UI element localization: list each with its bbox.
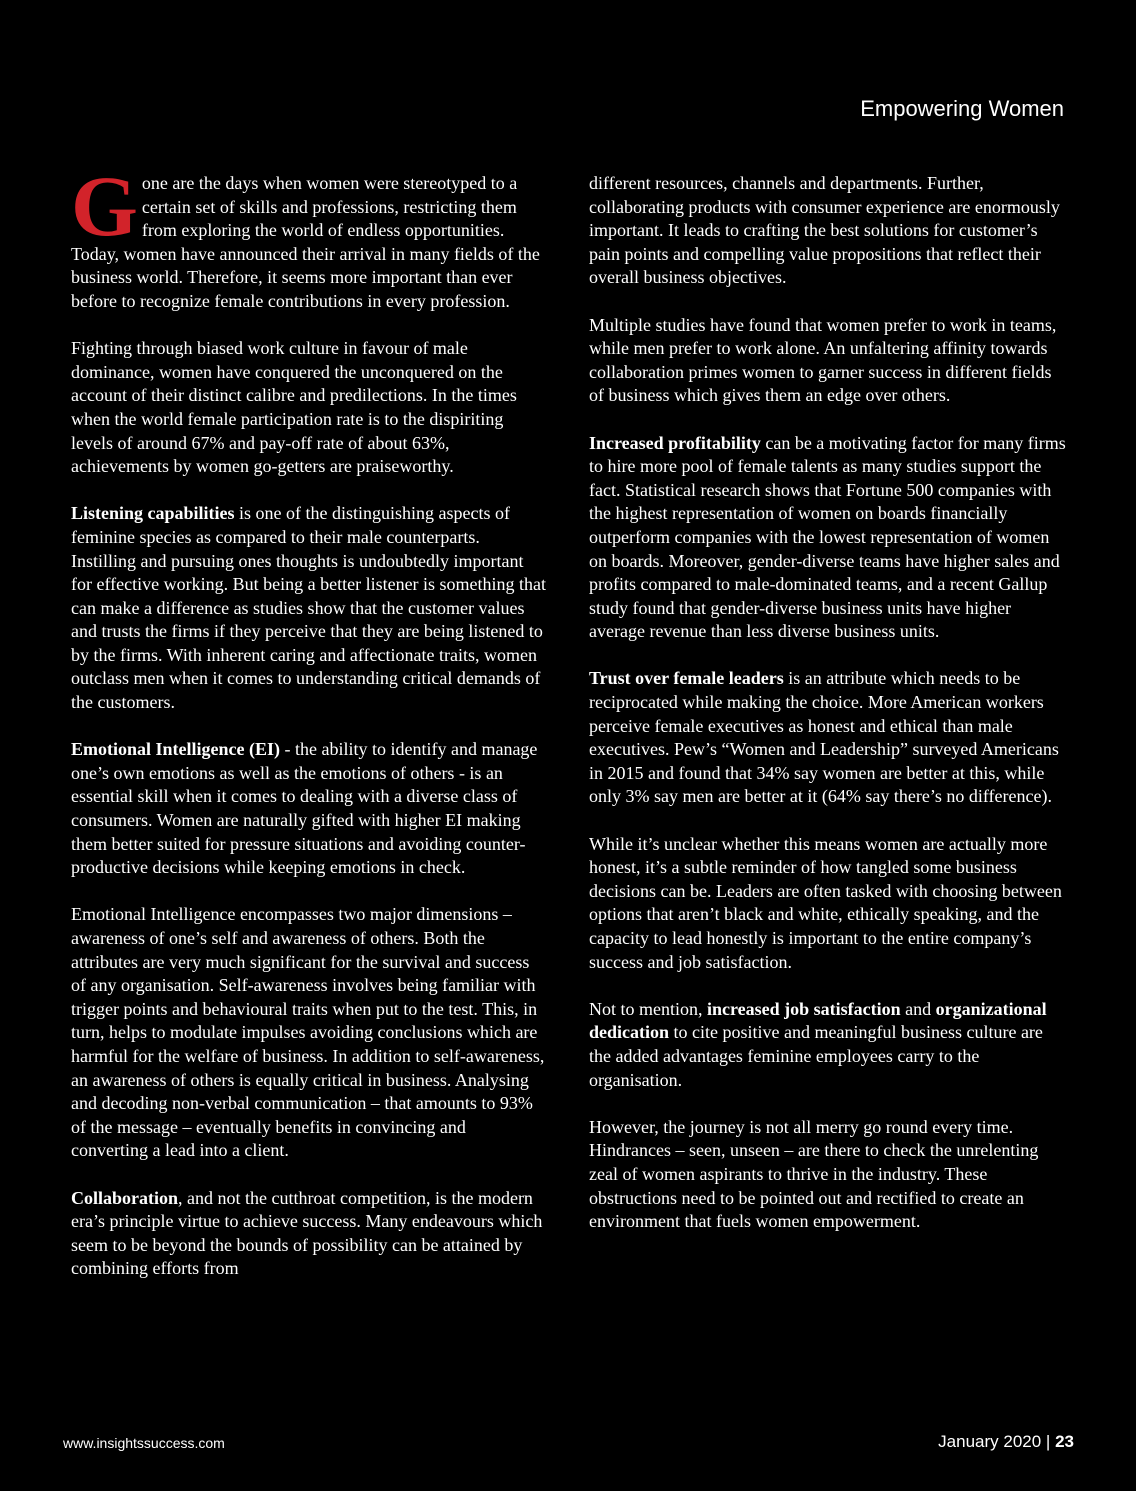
bold-term: Increased profitability [589,432,761,453]
article-column-right [589,172,1066,1257]
article-column-left [71,158,547,1305]
issue-date: January 2020 [938,1432,1042,1451]
footer-separator: | [1041,1432,1056,1451]
drop-cap: G [71,158,138,254]
article-paragraph [71,502,547,714]
paragraph-text: - the ability to identify and manage one’s own emotions as well as the emotions of others - is an essential skill when it comes to dealing with a diverse class of consumers. Women are naturally gifted with higher EI making them better suited for pressure situations and avoiding counter-productive decisions while keeping emotions in check. [71,739,538,878]
article-paragraph: While it’s unclear whether this means women are actually more honest, it’s a subtle reminder of how tangled some business decisions can be. Leaders are often tasked with choosing between options that aren’t black and white, ethically speaking, and the capacity to lead honestly is important to the entire company’s success and job satisfaction. [589,833,1062,972]
paragraph-text: one are the days when women were stereotyped to a certain set of skills and professions, restricting them from exploring the world of endless opportunities. Today, women have announced their arrival in many fields of the business world. Therefore, it seems more important than ever before to recognize female contributions in every profession. [71,173,540,311]
bold-term: organizational dedication [589,998,1047,1043]
article-paragraph: Emotional Intelligence encompasses two major dimensions – awareness of one’s self and awareness of others. Both the attributes are very much significant for the survival and success of any organisation. Self-awareness involves being familiar with trigger points and behavioural traits when put to the test. This, in turn, helps to modulate impulses avoiding conclusions which are harmful for the welfare of business. In addition to self-awareness, an awareness of others is equally critical in business. Analysing and decoding non-verbal communication – that amounts to 93% of the message – eventually benefits in convincing and converting a lead into a client. [71,904,545,1161]
bold-term: Collaboration [71,1187,179,1208]
paragraph-text: to cite positive and meaningful business culture are the added advantages feminine employees carry to the organisation. [589,1022,1043,1090]
article-paragraph: Multiple studies have found that women prefer to work in teams, while men prefer to work alone. An unfaltering affinity towards collaboration primes women to garner success in different fields of business which gives them an edge over others. [589,314,1057,406]
section-title: Empowering Women [860,96,1064,121]
article-paragraph: However, the journey is not all merry go round every time. Hindrances – seen, unseen – are there to check the unrelenting zeal of women aspirants to thrive in the industry. These obstructions need to be pointed out and rectified to create an environment that fuels women empowerment. [589,1116,1039,1232]
paragraph-text: is an attribute which needs to be reciprocated while making the choice. More American workers perceive female executives as honest and ethical than male executives. Pew’s “Women and Leadership” surveyed Americans in 2015 and found that 34% say women are better at this, while only 3% say men are better at it (64% say there’s no difference). [589,668,1059,807]
article-paragraph [71,738,547,880]
article-paragraph [589,998,1066,1092]
bold-term: increased job satisfaction [707,998,901,1019]
paragraph-text: can be a motivating factor for many firms to hire more pool of female talents as many studies support the fact. Statistical research shows that Fortune 500 companies with the highest representation of women on boards financially outperform companies with the lowest representation of women on boards. Moreover, gender-diverse teams have higher sales and profits compared to male-dominated teams, and a recent Gallup study found that gender-diverse business units have higher average revenue than less diverse business units. [589,432,1066,642]
article-paragraph [71,158,547,314]
paragraph-text: is one of the distinguishing aspects of feminine species as compared to their male counterparts. Instilling and pursuing ones thoughts is undoubtedly important for effective working. But being a better listener is something that can make a difference as studies show that the customer values and trusts the firms if they perceive that they are being listened to by the firms. With inherent caring and affectionate traits, women outclass men when it comes to understanding critical demands of the customers. [71,503,547,713]
paragraph-text: , and not the cutthroat competition, is the modern era’s principle virtue to achieve success. Many endeavours which seem to be beyond the bounds of possibility can be attained by combining efforts from [71,1187,543,1279]
paragraph-text: Not to mention, [589,998,707,1019]
article-paragraph [589,667,1066,809]
footer-page-info [938,1432,1074,1452]
bold-term: Emotional Intelligence (EI) [71,739,280,760]
bold-term: Listening capabilities [71,503,235,524]
paragraph-text: and [900,998,936,1019]
bold-term: Trust over female leaders [589,668,784,689]
article-paragraph: Fighting through biased work culture in favour of male dominance, women have conquered the unconquered on the account of their distinct calibre and predilections. In the times when the world female participation rate is to the dispiriting levels of around 67% and pay-off rate of about 63%, achievements by women go-getters are praiseworthy. [71,338,517,477]
article-paragraph: different resources, channels and departments. Further, collaborating products with consumer experience are enormously important. It leads to crafting the best solutions for customer’s pain points and compelling value propositions that reflect their overall business objectives. [589,173,1060,288]
article-paragraph [589,432,1066,644]
page-number: 23 [1055,1432,1074,1451]
footer-website: www.insightssuccess.com [63,1435,225,1451]
article-paragraph [71,1187,547,1281]
